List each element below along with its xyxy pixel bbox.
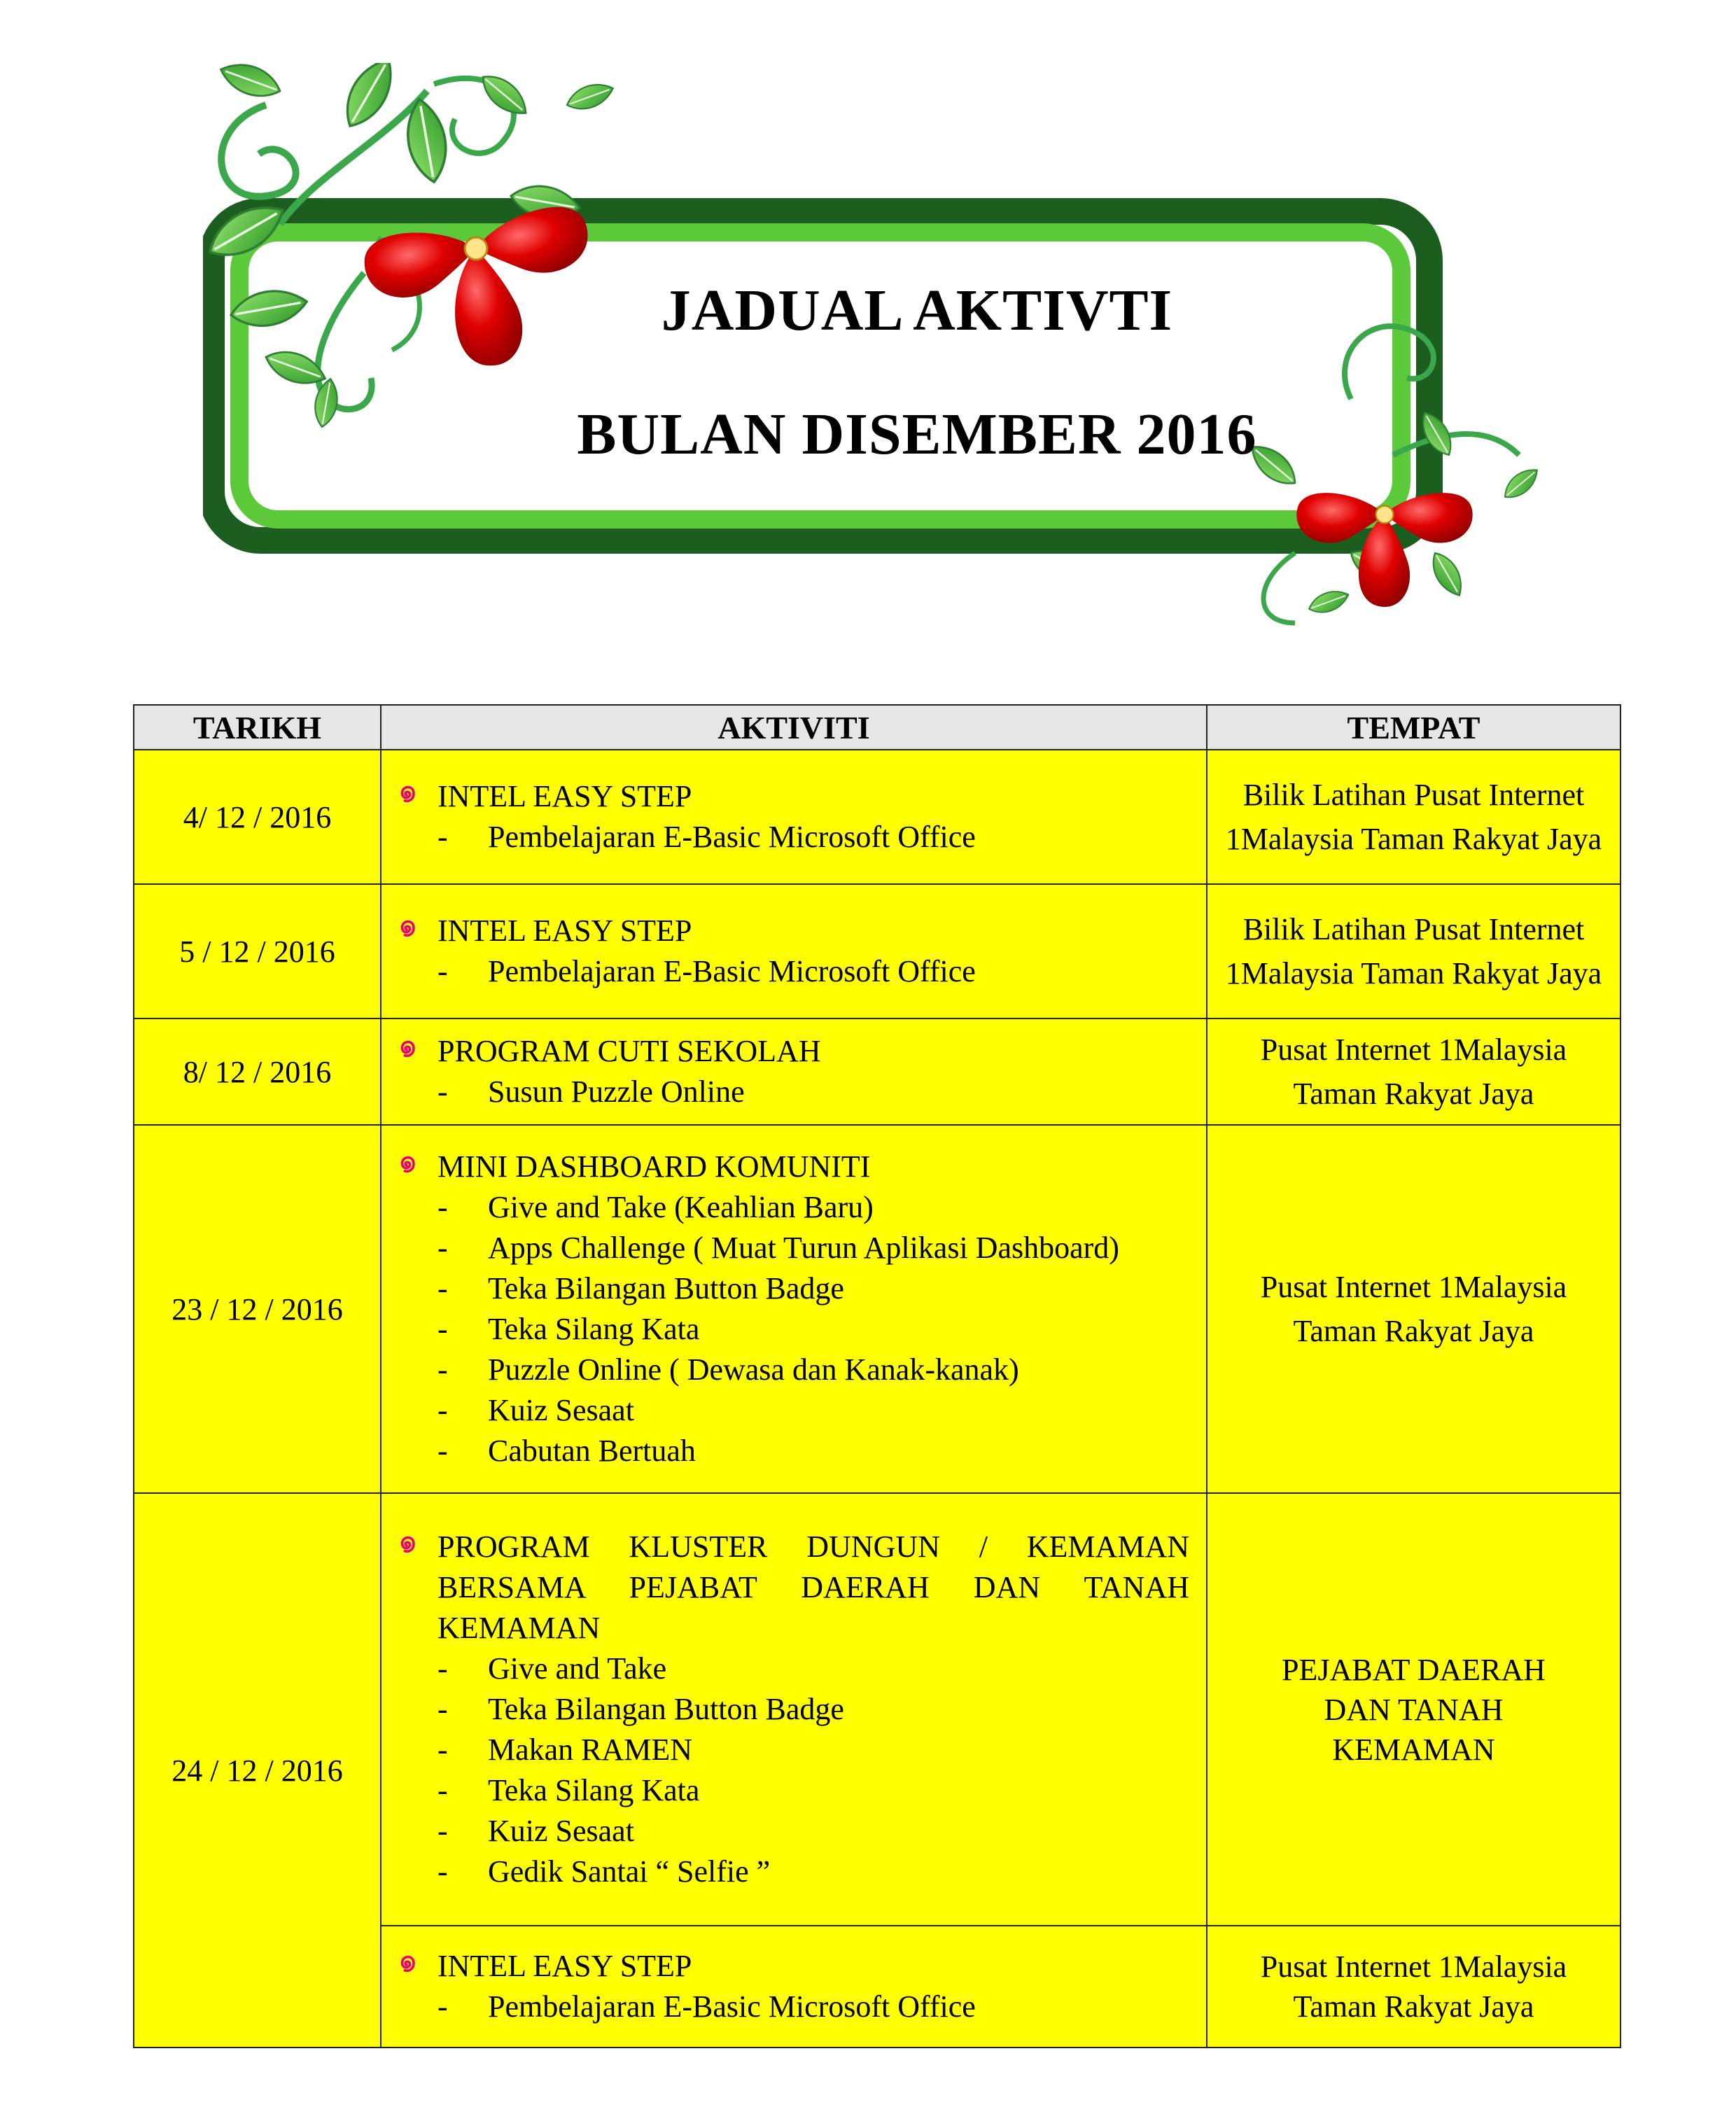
spiral-bullet-icon [394,1147,422,1187]
page-subtitle: BULAN DISEMBER 2016 [577,402,1257,467]
list-item: - Pembelajaran E-Basic Microsoft Office [438,817,1189,858]
activity-cell [381,750,1207,884]
activity-title: MINI DASHBOARD KOMUNITI [438,1149,871,1184]
table-row [134,884,1620,1018]
list-item: - Makan RAMEN [438,1730,1189,1770]
activity-title: INTEL EASY STEP [438,779,692,813]
list-item: - Puzzle Online ( Dewasa dan Kanak-kanak) [438,1350,1189,1390]
spiral-bullet-icon [394,1946,422,1987]
spiral-bullet-icon [394,1031,422,1072]
spiral-bullet-icon [394,911,422,951]
date-cell: 24 / 12 / 2016 [134,1493,381,2047]
place-cell: Bilik Latihan Pusat Internet 1Malaysia Taman Rakyat Jaya [1207,884,1620,1018]
activity-title: PROGRAM KLUSTER DUNGUN / KEMAMAN BERSAMA PEJABAT DAERAH DAN TANAH KEMAMAN [438,1530,1189,1645]
list-item: - Give and Take [438,1648,1189,1689]
table-row [134,1125,1620,1493]
list-item: - Apps Challenge ( Muat Turun Aplikasi Dashboard) [438,1228,1189,1268]
list-item: - Susun Puzzle Online [438,1072,1189,1112]
spiral-bullet-icon [394,776,422,817]
list-item: - Pembelajaran E-Basic Microsoft Office [438,1987,1189,2027]
place-cell: Pusat Internet 1Malaysia Taman Rakyat Jaya [1207,1018,1620,1125]
list-item: - Teka Bilangan Button Badge [438,1689,1189,1730]
activity-title: INTEL EASY STEP [438,1949,692,1983]
place-cell: Pusat Internet 1Malaysia Taman Rakyat Jaya [1207,1926,1620,2047]
table-header-row [134,705,1620,750]
date-cell: 4/ 12 / 2016 [134,750,381,884]
activity-cell [381,1493,1207,1926]
header-activity: AKTIVITI [381,705,1207,750]
activity-cell [381,1018,1207,1125]
activity-cell [381,1926,1207,2047]
activity-schedule-table [133,704,1621,2048]
header-date: TARIKH [134,705,381,750]
list-item: - Kuiz Sesaat [438,1811,1189,1851]
list-item: - Teka Silang Kata [438,1770,1189,1811]
activity-title: INTEL EASY STEP [438,913,692,948]
header-place: TEMPAT [1207,705,1620,750]
place-cell: Pusat Internet 1Malaysia Taman Rakyat Jaya [1207,1125,1620,1493]
table-row [134,1493,1620,1926]
list-item: - Pembelajaran E-Basic Microsoft Office [438,951,1189,992]
activity-title: PROGRAM CUTI SEKOLAH [438,1034,821,1068]
header-floral-frame [203,63,1575,651]
list-item: - Kuiz Sesaat [438,1390,1189,1431]
date-cell: 8/ 12 / 2016 [134,1018,381,1125]
list-item: - Cabutan Bertuah [438,1431,1189,1471]
activity-cell [381,1125,1207,1493]
activity-cell [381,884,1207,1018]
place-cell: Bilik Latihan Pusat Internet 1Malaysia Taman Rakyat Jaya [1207,750,1620,884]
place-cell: PEJABAT DAERAH DAN TANAH KEMAMAN [1207,1493,1620,1926]
table-row [134,750,1620,884]
spiral-bullet-icon [394,1527,422,1567]
date-cell: 5 / 12 / 2016 [134,884,381,1018]
list-item: - Gedik Santai “ Selfie ” [438,1851,1189,1892]
list-item: - Teka Bilangan Button Badge [438,1268,1189,1309]
page-title: JADUAL AKTIVTI [661,278,1173,343]
table-row [134,1018,1620,1125]
date-cell: 23 / 12 / 2016 [134,1125,381,1493]
list-item: - Give and Take (Keahlian Baru) [438,1187,1189,1228]
list-item: - Teka Silang Kata [438,1309,1189,1350]
